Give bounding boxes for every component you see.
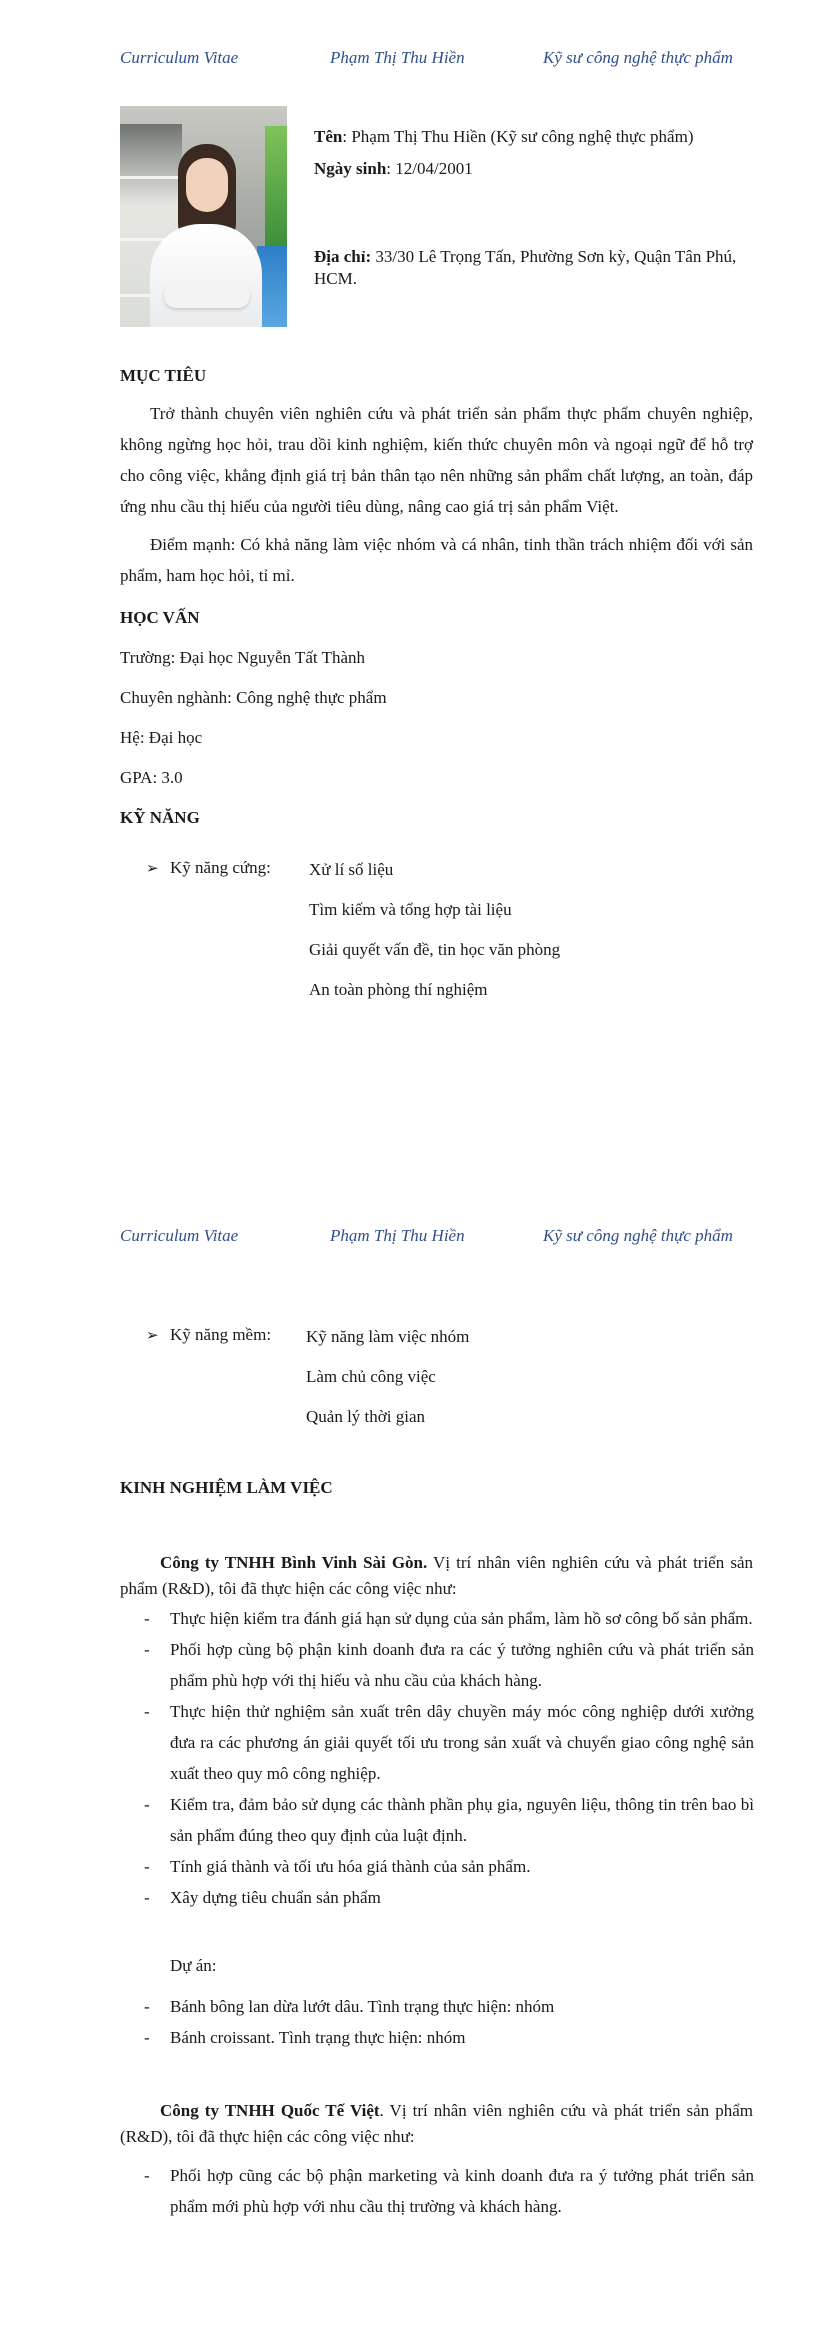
header-right: Kỹ sư công nghệ thực phẩm xyxy=(543,48,733,67)
address-value: 33/30 Lê Trọng Tấn, Phường Sơn kỳ, Quận Tân Phú, HCM. xyxy=(314,247,737,288)
arrow-bullet-icon: ➢ xyxy=(146,1328,159,1344)
company-2-name: Công ty TNHH Quốc Tế Việt xyxy=(160,2101,380,2120)
education-school: Trường: Đại học Nguyễn Tất Thành xyxy=(120,648,366,667)
list-item: - Phối hợp cùng bộ phận kinh doanh đưa ra các ý tưởng nghiên cứu và phát triển sản phẩm phù hợp với thị hiếu và nhu cầu của khách hàng. xyxy=(144,1634,754,1696)
list-item: - Kiểm tra, đảm bảo sử dụng các thành phần phụ gia, nguyên liệu, thông tin trên bao bì sản phẩm đúng theo quy định của luật định. xyxy=(144,1789,754,1851)
list-item: - Thực hiện thử nghiệm sản xuất trên dây chuyền máy móc công nghiệp dưới xưởng đưa ra các phương án giải quyết tối ưu trong sản xuất và chuyển giao công nghệ sản xuất theo quy mô công nghiệp. xyxy=(144,1696,754,1789)
address-label: Địa chỉ: xyxy=(314,247,372,266)
experience-title: KINH NGHIỆM LÀM VIỆC xyxy=(120,1478,333,1497)
education-level: Hệ: Đại học xyxy=(120,728,203,747)
company-2 xyxy=(120,2098,753,2150)
list-item: - Phối hợp cũng các bộ phận marketing và kinh doanh đưa ra ý tưởng phát triển sản phẩm mới phù hợp với nhu cầu thị trường và khách hàng. xyxy=(144,2160,754,2222)
project-list xyxy=(144,1991,754,2053)
header-center: Phạm Thị Thu Hiền xyxy=(330,48,465,67)
company-2-tasks xyxy=(144,2160,754,2222)
soft-skill-item: Làm chủ công việc xyxy=(306,1367,436,1386)
profile-dob xyxy=(314,158,473,180)
list-item: - Tính giá thành và tối ưu hóa giá thành của sản phẩm. xyxy=(144,1851,754,1882)
header-center: Phạm Thị Thu Hiền xyxy=(330,1226,465,1245)
hard-skill-item: Giải quyết vấn đề, tin học văn phòng xyxy=(309,940,561,959)
soft-skill-item: Kỹ năng làm việc nhóm xyxy=(306,1327,470,1346)
header-left: Curriculum Vitae xyxy=(120,48,239,67)
soft-skill-item: Quản lý thời gian xyxy=(306,1407,425,1426)
hard-skills-label xyxy=(146,858,271,878)
header-left: Curriculum Vitae xyxy=(120,1226,239,1245)
education-title: HỌC VẤN xyxy=(120,608,200,627)
soft-skills-label-text: Kỹ năng mềm: xyxy=(170,1325,272,1344)
list-item: - Xây dựng tiêu chuẩn sản phẩm xyxy=(144,1882,754,1913)
name-value: : Phạm Thị Thu Hiền (Kỹ sư công nghệ thực phẩm) xyxy=(342,127,694,146)
page-header-2 xyxy=(0,1226,827,1256)
profile-name xyxy=(314,126,693,148)
page-header xyxy=(0,48,827,78)
strengths-paragraph: Điểm mạnh: Có khả năng làm việc nhóm và cá nhân, tinh thần trách nhiệm đối với sản phẩm, ham học hỏi, tỉ mỉ. xyxy=(120,535,753,585)
company-1-name: Công ty TNHH Bình Vinh Sài Gòn. xyxy=(160,1553,428,1572)
education-gpa: GPA: 3.0 xyxy=(120,768,183,787)
list-item: - Bánh bông lan dừa lướt dâu. Tình trạng thực hiện: nhóm xyxy=(144,1991,754,2022)
soft-skills-label xyxy=(146,1325,271,1345)
company-1-desc: Vị trí nhân viên nghiên cứu và phát triển sản phẩm (R&D), tôi đã thực hiện các công việc như: xyxy=(120,1553,753,1598)
company-1-tasks xyxy=(144,1603,754,1913)
dob-value: : 12/04/2001 xyxy=(386,159,473,178)
company-1 xyxy=(120,1550,753,1602)
profile-address xyxy=(314,246,766,290)
header-right: Kỹ sư công nghệ thực phẩm xyxy=(543,1226,733,1245)
hard-skill-item: An toàn phòng thí nghiệm xyxy=(309,980,488,999)
hard-skills-label-text: Kỹ năng cứng: xyxy=(170,858,271,877)
education-major: Chuyên nghành: Công nghệ thực phẩm xyxy=(120,688,387,707)
skills-title: KỸ NĂNG xyxy=(120,808,200,827)
project-label: Dự án: xyxy=(170,1956,217,1975)
objective-title: MỤC TIÊU xyxy=(120,366,207,385)
list-item: - Bánh croissant. Tình trạng thực hiện: nhóm xyxy=(144,2022,754,2053)
hard-skill-item: Tìm kiếm và tổng hợp tài liệu xyxy=(309,900,512,919)
objective-paragraph: Trở thành chuyên viên nghiên cứu và phát triển sản phẩm thực phẩm chuyên nghiệp, không ngừng học hỏi, trau dồi kinh nghiệm, kiến thức chuyên môn và ngoại ngữ để hỗ trợ cho công việc, khẳng định giá trị bản thân tạo nên những sản phẩm chất lượng, an toàn, đáp ứng nhu cầu thị hiếu của người tiêu dùng, nâng cao giá trị sản phẩm Việt. xyxy=(120,404,753,516)
hard-skill-item: Xử lí số liệu xyxy=(309,860,394,879)
arrow-bullet-icon: ➢ xyxy=(146,861,159,877)
dob-label: Ngày sinh xyxy=(314,159,387,178)
name-label: Tên xyxy=(314,127,343,146)
portrait-photo xyxy=(120,106,287,327)
company-2-desc: . Vị trí nhân viên nghiên cứu và phát triển sản phẩm (R&D), tôi đã thực hiện các công việc như: xyxy=(120,2101,753,2146)
list-item: - Thực hiện kiểm tra đánh giá hạn sử dụng của sản phẩm, làm hồ sơ công bố sản phẩm. xyxy=(144,1603,754,1634)
